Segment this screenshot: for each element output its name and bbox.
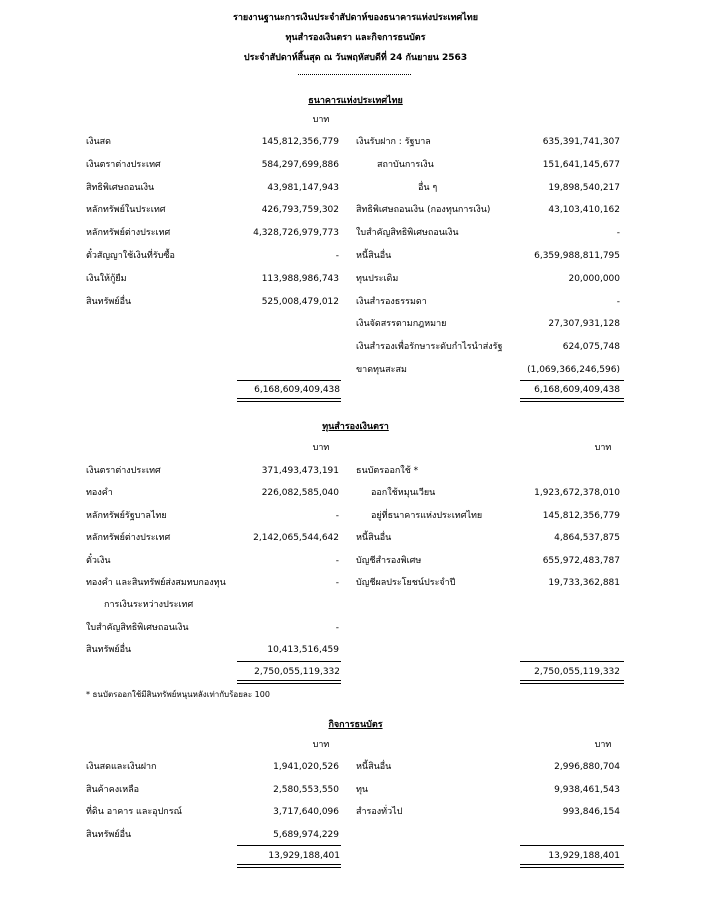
reserve-total-rule-right: [520, 661, 624, 662]
reserve-left-label: หลักทรัพย์รัฐบาลไทย: [86, 510, 167, 521]
banknote-right-value: 2,996,880,704: [554, 762, 620, 772]
bot-left-label: ตั๋วสัญญาใช้เงินที่รับซื้อ: [86, 251, 175, 261]
section-title-reserve: ทุนสำรองเงินตรา: [322, 422, 389, 432]
bot-right-value: -: [616, 296, 620, 307]
reserve-total-rule-left: [237, 661, 341, 662]
reserve-right-value: 4,864,537,875: [554, 533, 620, 544]
bot-right-label: เงินสำรองธรรมดา: [356, 296, 427, 307]
bot-left-label: หลักทรัพย์ในประเทศ: [86, 205, 166, 216]
reserve-right-label: ธนบัตรออกใช้ *: [356, 466, 419, 476]
reserve-left-label: ตั๋วเงิน: [86, 555, 111, 566]
report-title: รายงานฐานะการเงินประจำสัปดาห์ของธนาคารแห่งประเทศไทย: [233, 13, 478, 23]
bot-total-right: 6,168,609,409,438: [534, 385, 620, 395]
reserve-left-value: 2,142,065,544,642: [253, 533, 339, 544]
reserve-left-value: -: [335, 578, 339, 588]
bot-right-value: 43,103,410,162: [548, 205, 620, 216]
reserve-left-value: 226,082,585,040: [261, 488, 339, 499]
bot-right-label: สิทธิพิเศษถอนเงิน (กองทุนการเงิน): [356, 205, 491, 216]
reserve-left-label: การเงินระหว่างประเทศ: [104, 600, 194, 611]
reserve-left-value: -: [335, 555, 339, 566]
bot-right-value: -: [616, 228, 620, 239]
banknote-left-label: ที่ดิน อาคาร และอุปกรณ์: [86, 807, 182, 817]
bot-right-label: เงินรับฝาก : รัฐบาล: [356, 137, 431, 147]
reserve-left-label: ทองคำ: [86, 488, 113, 499]
bot-left-label: เงินให้กู้ยืม: [86, 273, 127, 284]
banknote-left-label: สินค้าคงเหลือ: [86, 784, 140, 795]
reserve-left-label: เงินตราต่างประเทศ: [86, 466, 161, 476]
reserve-left-label: ใบสำคัญสิทธิพิเศษถอนเงิน: [86, 622, 189, 633]
reserve-total-double-right: [520, 680, 624, 684]
bot-left-value: -: [335, 251, 339, 261]
banknote-left-value: 2,580,553,550: [273, 784, 339, 795]
bot-total-rule-left: [237, 380, 341, 381]
reserve-right-value: 19,733,362,881: [548, 578, 620, 588]
reserve-left-value: 10,413,516,459: [267, 645, 339, 656]
bot-right-label: ใบสำคัญสิทธิพิเศษถอนเงิน: [356, 228, 459, 239]
banknote-total-double-left: [237, 864, 341, 868]
banknote-total-left: 13,929,188,401: [268, 851, 340, 861]
banknote-left-label: เงินสดและเงินฝาก: [86, 762, 157, 772]
banknote-left-value: 3,717,640,096: [273, 807, 339, 817]
bot-total-double-right: [520, 398, 624, 402]
banknote-total-right: 13,929,188,401: [548, 851, 620, 861]
reserve-right-label: อยู่ที่ธนาคารแห่งประเทศไทย: [371, 510, 483, 521]
bot-left-value: 4,328,726,979,773: [253, 228, 339, 239]
bot-right-label: อื่น ๆ: [418, 182, 438, 193]
bot-left-label: สินทรัพย์อื่น: [86, 296, 132, 307]
reserve-left-value: 371,493,473,191: [261, 466, 339, 476]
bot-right-value: 19,898,540,217: [548, 182, 620, 193]
banknote-right-label: สำรองทั่วไป: [356, 807, 403, 817]
bot-right-label: ทุนประเดิม: [356, 273, 399, 284]
reserve-right-value: 655,972,483,787: [542, 555, 620, 566]
section-title-bot: ธนาคารแห่งประเทศไทย: [308, 96, 403, 106]
report-period: ประจำสัปดาห์สิ้นสุด ณ วันพฤหัสบดีที่ 24 กันยายน 2563: [243, 53, 468, 63]
bot-right-label: ขาดทุนสะสม: [356, 365, 407, 375]
bot-left-value: 113,988,986,743: [261, 273, 339, 284]
bot-right-value: 151,641,145,677: [542, 159, 620, 170]
reserve-left-value: -: [335, 510, 339, 521]
bot-left-value: 145,812,356,779: [261, 137, 339, 147]
bot-total-double-left: [237, 398, 341, 402]
bot-left-label: สิทธิพิเศษถอนเงิน: [86, 182, 155, 193]
unit-label-reserve-right: บาท: [594, 443, 612, 453]
reserve-right-label: ออกใช้หมุนเวียน: [371, 488, 436, 499]
bot-right-label: เงินจัดสรรตามกฎหมาย: [356, 319, 447, 330]
reserve-left-label: ทองคำ และสินทรัพย์ส่งสมทบกองทุน: [86, 578, 226, 588]
reserve-right-label: หนี้สินอื่น: [356, 533, 392, 544]
bot-right-label: หนี้สินอื่น: [356, 251, 392, 261]
unit-label-banknote-right: บาท: [594, 740, 612, 750]
header-divider: [298, 74, 411, 75]
unit-label-banknote-left: บาท: [312, 740, 330, 750]
banknote-total-double-right: [520, 864, 624, 868]
banknote-right-label: หนี้สินอื่น: [356, 762, 392, 772]
report-subtitle: ทุนสำรองเงินตรา และกิจการธนบัตร: [285, 33, 426, 43]
bot-right-label: สถาบันการเงิน: [377, 159, 434, 170]
section-title-banknote: กิจการธนบัตร: [328, 720, 383, 730]
bot-left-label: เงินสด: [86, 137, 111, 147]
bot-right-value: (1,069,366,246,596): [527, 365, 620, 375]
banknote-left-value: 5,689,974,229: [273, 829, 339, 840]
bot-left-label: เงินตราต่างประเทศ: [86, 159, 161, 170]
unit-label-reserve-left: บาท: [312, 443, 330, 453]
bot-left-value: 426,793,759,302: [261, 205, 339, 216]
reserve-left-label: สินทรัพย์อื่น: [86, 645, 132, 656]
bot-right-label: เงินสำรองเพื่อรักษาระดับกำไรนำส่งรัฐ: [356, 342, 503, 353]
bot-total-left: 6,168,609,409,438: [254, 385, 340, 395]
reserve-total-double-left: [237, 680, 341, 684]
unit-label-bot-left: บาท: [312, 115, 330, 125]
reserve-right-value: 1,923,672,378,010: [534, 488, 620, 499]
banknote-left-value: 1,941,020,526: [273, 762, 339, 772]
bot-left-value: 525,008,479,012: [261, 296, 339, 307]
banknote-total-rule-left: [237, 845, 341, 846]
bot-left-value: 584,297,699,886: [261, 159, 339, 170]
bot-left-label: หลักทรัพย์ต่างประเทศ: [86, 228, 171, 239]
reserve-total-left: 2,750,055,119,332: [254, 667, 340, 677]
bot-total-rule-right: [520, 380, 624, 381]
bot-right-value: 635,391,741,307: [542, 137, 620, 147]
reserve-right-value: 145,812,356,779: [542, 510, 620, 521]
reserve-right-label: บัญชีผลประโยชน์ประจำปี: [356, 578, 456, 588]
banknote-left-label: สินทรัพย์อื่น: [86, 829, 132, 840]
bot-right-value: 20,000,000: [568, 273, 620, 284]
banknote-right-value: 993,846,154: [562, 807, 620, 817]
bot-left-value: 43,981,147,943: [267, 182, 339, 193]
bot-right-value: 6,359,988,811,795: [534, 251, 620, 261]
bot-right-value: 624,075,748: [562, 342, 620, 353]
reserve-left-value: -: [335, 622, 339, 633]
banknote-right-value: 9,938,461,543: [554, 784, 620, 795]
banknote-right-label: ทุน: [356, 784, 369, 795]
bot-right-value: 27,307,931,128: [548, 319, 620, 330]
reserve-right-label: บัญชีสำรองพิเศษ: [356, 555, 422, 566]
reserve-footnote: * ธนบัตรออกใช้มีสินทรัพย์หนุนหลังเท่ากับร้อยละ 100: [86, 690, 270, 699]
reserve-left-label: หลักทรัพย์ต่างประเทศ: [86, 533, 171, 544]
reserve-total-right: 2,750,055,119,332: [534, 667, 620, 677]
banknote-total-rule-right: [520, 845, 624, 846]
